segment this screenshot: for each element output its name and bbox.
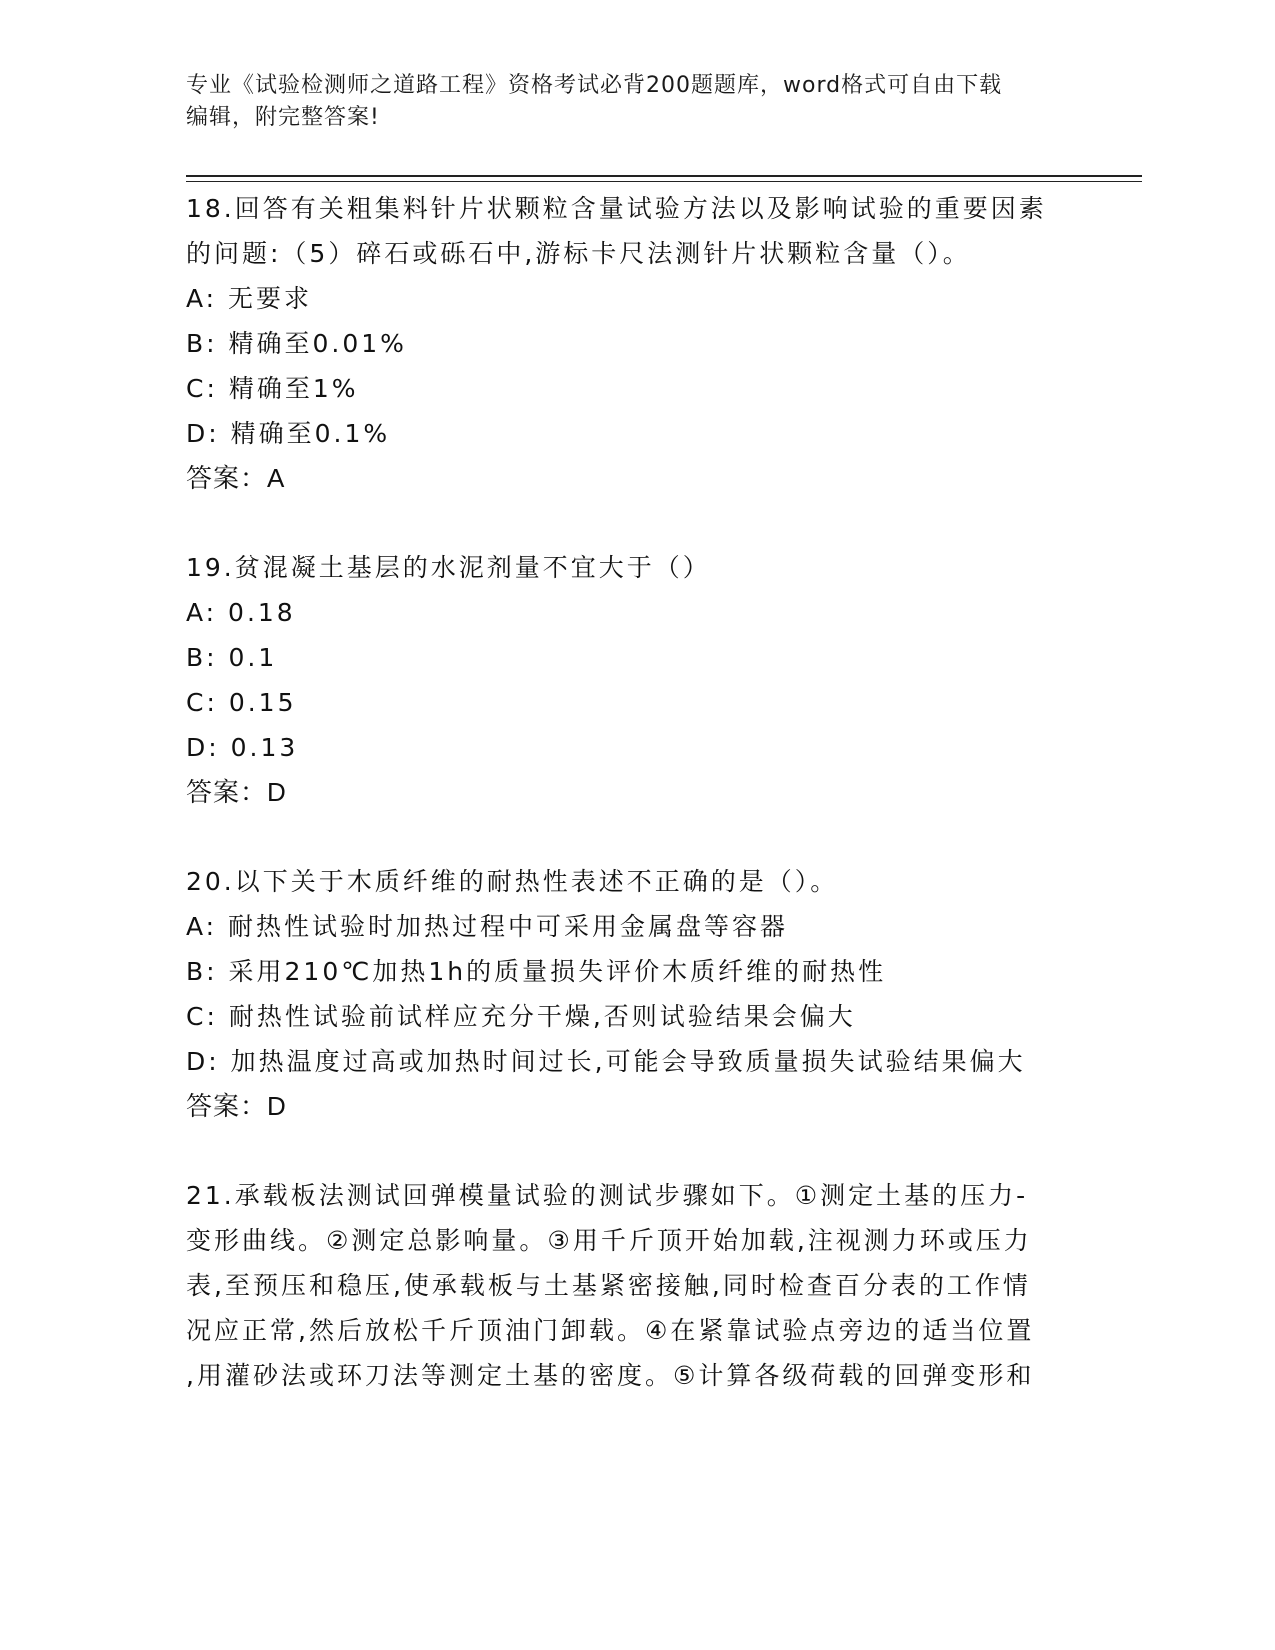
header-line-2: 编辑，附完整答案! <box>186 105 380 130</box>
answer-option: C: 精确至1% <box>186 374 359 403</box>
answer-option: B: 采用210℃加热1h的质量损失评价木质纤维的耐热性 <box>186 957 887 986</box>
answer-key: 答案：D <box>186 777 287 807</box>
header-divider-thin <box>186 181 1142 182</box>
question-stem-line: 的问题:（5）碎石或砾石中,游标卡尺法测针片状颗粒含量（）。 <box>186 239 971 268</box>
answer-option: B: 精确至0.01% <box>186 329 407 358</box>
answer-option: D: 加热温度过高或加热时间过长,可能会导致质量损失试验结果偏大 <box>186 1047 1026 1076</box>
question-stem-line: ,用灌砂法或环刀法等测定土基的密度。⑤计算各级荷载的回弹变形和 <box>186 1361 1035 1390</box>
question-stem-line: 20.以下关于木质纤维的耐热性表述不正确的是（）。 <box>186 867 839 896</box>
answer-option: A: 0.18 <box>186 598 296 627</box>
answer-option: A: 无要求 <box>186 284 313 313</box>
question-stem-line: 21.承载板法测试回弹模量试验的测试步骤如下。①测定土基的压力- <box>186 1181 1029 1210</box>
answer-option: D: 0.13 <box>186 733 299 762</box>
answer-option: D: 精确至0.1% <box>186 419 391 448</box>
answer-key: 答案：A <box>186 463 286 493</box>
question-stem-line: 表,至预压和稳压,使承载板与土基紧密接触,同时检查百分表的工作情 <box>186 1271 1031 1300</box>
question-stem-line: 18.回答有关粗集料针片状颗粒含量试验方法以及影响试验的重要因素 <box>186 194 1047 223</box>
answer-option: B: 0.1 <box>186 643 278 672</box>
question-block <box>186 1173 1066 1398</box>
question-stem-line: 19.贫混凝土基层的水泥剂量不宜大于（） <box>186 553 711 582</box>
answer-option: C: 0.15 <box>186 688 297 717</box>
document-header <box>186 70 1066 134</box>
answer-option: C: 耐热性试验前试样应充分干燥,否则试验结果会偏大 <box>186 1002 856 1031</box>
question-block <box>186 186 1066 501</box>
answer-key: 答案：D <box>186 1091 287 1121</box>
question-list <box>186 186 1066 1398</box>
header-divider-thick <box>186 175 1142 177</box>
answer-option: A: 耐热性试验时加热过程中可采用金属盘等容器 <box>186 912 789 941</box>
question-block <box>186 859 1066 1129</box>
question-block <box>186 545 1066 815</box>
question-stem-line: 况应正常,然后放松千斤顶油门卸载。④在紧靠试验点旁边的适当位置 <box>186 1316 1035 1345</box>
question-stem-line: 变形曲线。②测定总影响量。③用千斤顶开始加载,注视测力环或压力 <box>186 1226 1032 1255</box>
header-line-1: 专业《试验检测师之道路工程》资格考试必背200题题库，word格式可自由下载 <box>186 73 1003 98</box>
